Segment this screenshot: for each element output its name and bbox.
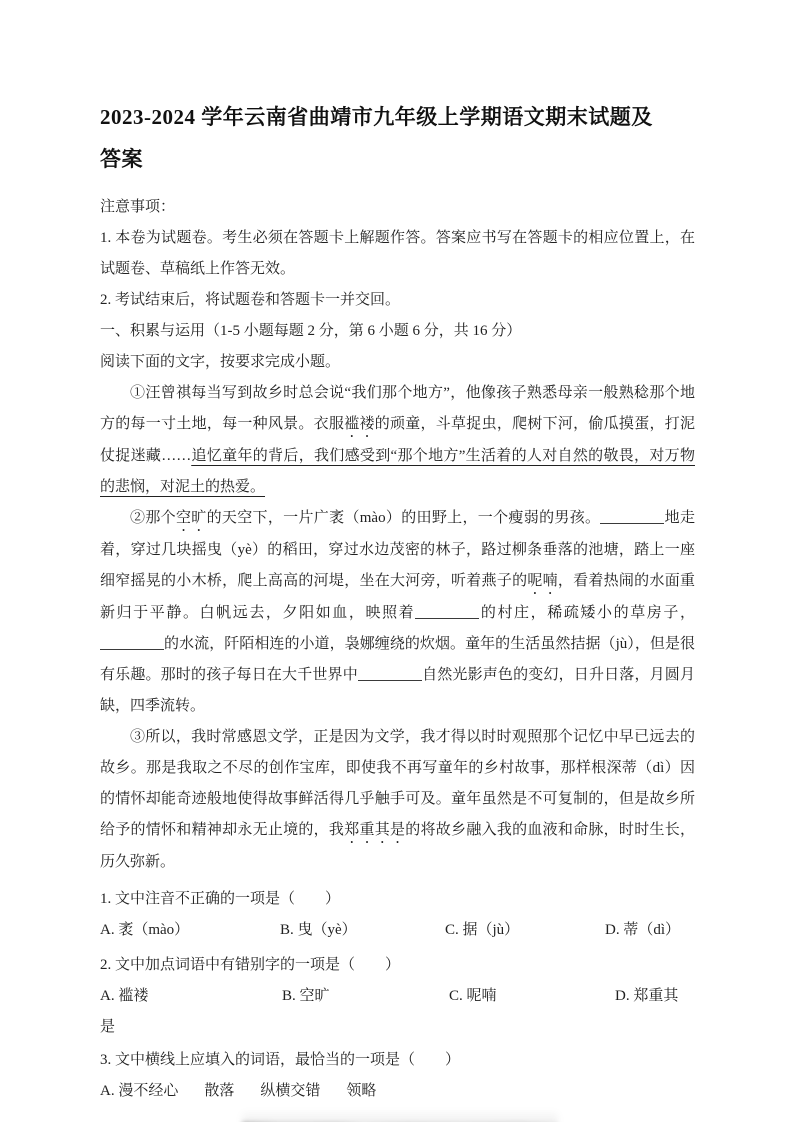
answer-option: A. 褴褛 — [100, 988, 149, 1004]
passage-text: 的顽童，斗草捉虫，爬树下河，偷瓜摸蛋，打泥仗捉迷藏…… — [100, 416, 695, 464]
question-2-label: 2. 文中加点词语中有错别字的一项是（ ） — [100, 957, 401, 973]
notice-item-1: 1. 本卷为试题卷。考生必须在答题卡上解题作答。答案应书写在答题卡的相应位置上，在试题卷、草稿纸上作答无效。 — [100, 230, 695, 277]
question-1-label: 1. 文中注音不正确的一项是（ ） — [100, 891, 341, 907]
passage-text: 的村庄，稀疏矮小的草房子， — [479, 605, 695, 621]
notice-item-2: 2. 考试结束后，将试题卷和答题卡一并交回。 — [100, 292, 401, 308]
answer-option: B. 空旷 — [282, 988, 330, 1004]
fill-in-blank — [600, 509, 664, 524]
passage-paragraph-2 — [100, 503, 695, 722]
page-title-line1: 2023-2024 学年云南省曲靖市九年级上学期语文期末试题及 — [100, 105, 653, 129]
passage-paragraph-1 — [100, 378, 695, 503]
question-3-label: 3. 文中横线上应填入的词语，最恰当的一项是（ ） — [100, 1052, 461, 1068]
answer-option: 领略 — [346, 1083, 377, 1099]
emphasized-term: 褴褛 — [344, 416, 375, 432]
passage-text: ②那个 — [130, 510, 176, 526]
emphasized-term: 郑重其是 — [344, 822, 406, 838]
answer-option: C. 据（jù） — [445, 922, 520, 938]
answer-option: B. 曳（yè） — [280, 922, 357, 938]
answer-option: 散落 — [204, 1083, 235, 1099]
passage-text: ③所以，我时常感恩文学，正是因为文学，我才得以时时观照那个记忆中早已远去的故乡。那是我取之不尽的创作宝库，即使我不再写童年的乡村故事，那样根深蒂（dì）因的情怀却能奇迹般地使得故事鲜活得几乎触手可及。童年虽然是不可复制的，但是故乡所给予的情怀和精神却永无止境的，我 — [100, 729, 695, 838]
fill-in-blank — [415, 604, 479, 619]
answer-option: D. 郑重其是 — [100, 988, 679, 1035]
answer-option: 纵横交错 — [260, 1083, 321, 1099]
notice-heading: 注意事项： — [100, 199, 176, 215]
answer-option: D. 蒂（dì） — [605, 922, 681, 938]
page-title-line2: 答案 — [100, 147, 143, 171]
passage-text: 的天空下，一片广袤（mào）的田野上，一个瘦弱的男孩。 — [206, 510, 601, 526]
question-1-options — [100, 915, 695, 946]
passage-text: 自然光影声色的变幻，日升日落，月圆月缺，四季流转。 — [100, 667, 695, 714]
fill-in-blank — [358, 666, 422, 681]
answer-option: A. 漫不经心 — [100, 1083, 179, 1099]
answer-option: C. 呢喃 — [449, 988, 497, 1004]
fill-in-blank — [100, 635, 164, 650]
question-3-options — [100, 1076, 695, 1107]
passage-text: 地走着，穿过几块摇曳（yè）的稻田，穿过水边茂密的林子，路过柳条垂落的池塘，踏上一座细窄摇晃的小木桥，爬上高高的河堤，坐在大河旁，听着燕子的 — [100, 510, 695, 589]
answer-option: A. 袤（mào） — [100, 922, 190, 938]
passage-text: ，看着热闹的水面重新归于平静。白帆远去，夕阳如血，映照着 — [100, 573, 695, 621]
page-title — [100, 96, 695, 180]
reading-prompt: 阅读下面的文字，按要求完成小题。 — [100, 354, 341, 370]
document-body — [100, 192, 695, 1107]
emphasized-term: 呢喃 — [527, 573, 558, 589]
passage-text: ①汪曾祺每当写到故乡时总会说“我们那个地方”，他像孩子熟悉母亲一般熟稔那个地方的每一寸土地，每一种风景。衣服 — [100, 385, 695, 432]
question-2-options — [100, 981, 685, 1043]
underlined-sentence: 追忆童年的背后，我们感受到“那个地方”生活着的人对自然的敬畏，对万物的悲悯，对泥土的热爱。 — [100, 448, 695, 495]
passage-paragraph-3 — [100, 722, 695, 878]
emphasized-term: 空旷 — [175, 510, 207, 526]
section-heading: 一、积累与运用（1-5 小题每题 2 分，第 6 小题 6 分，共 16 分） — [100, 323, 522, 339]
passage-text: 的水流，阡陌相连的小道，袅娜缠绕的炊烟。童年的生活虽然拮据（jù），但是很有乐趣。那时的孩子每日在大千世界中 — [100, 636, 695, 683]
passage-text: 的将故乡融入我的血液和命脉，时时生长，历久弥新。 — [100, 822, 695, 870]
